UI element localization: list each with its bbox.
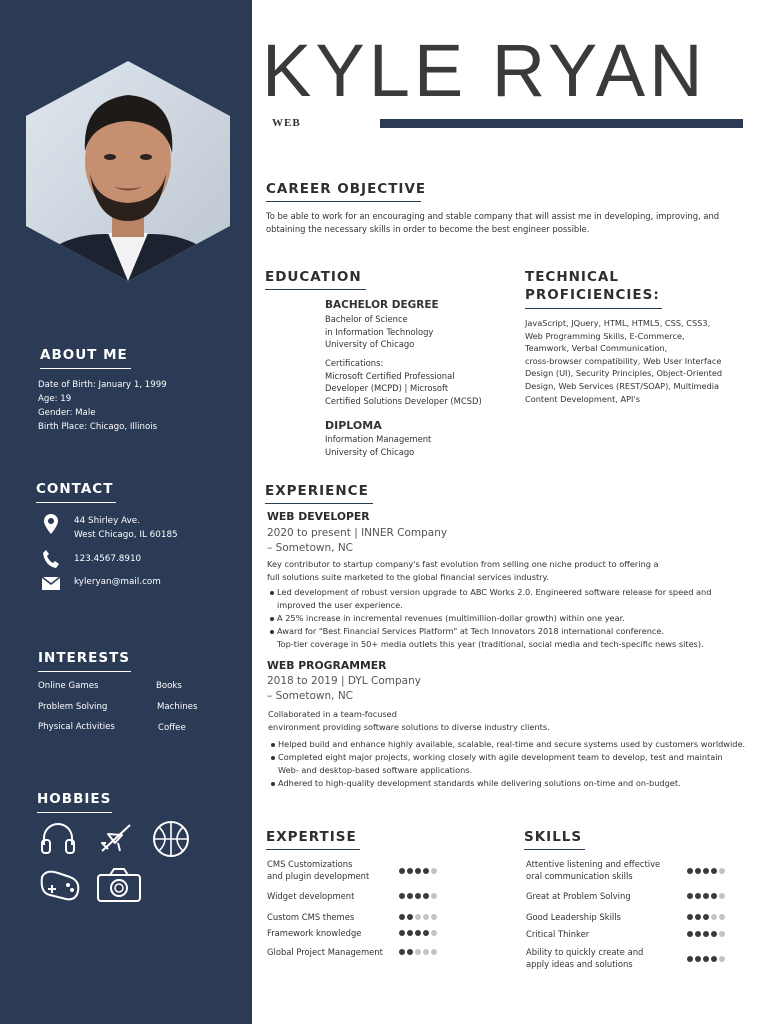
interest-item: Books	[156, 681, 182, 691]
hobbies-heading: HOBBIES	[37, 791, 112, 813]
tech-line: Web Programming Skills, E-Commerce,	[525, 330, 685, 341]
interest-item: Coffee	[158, 723, 186, 733]
expertise-item	[267, 927, 361, 939]
contact-email[interactable]	[40, 573, 161, 593]
profile-photo	[26, 61, 230, 281]
expertise-rating	[399, 914, 437, 920]
rating-dot	[711, 931, 717, 937]
rating-dot	[407, 893, 413, 899]
contact-heading: CONTACT	[36, 481, 116, 503]
skill-item	[526, 911, 621, 923]
job-location: – Sometown, NC	[267, 542, 354, 554]
job-title: WEB DEVELOPER	[267, 510, 370, 523]
degree-line: in Information Technology	[325, 326, 434, 337]
rating-dot	[711, 956, 717, 962]
about-heading: ABOUT ME	[40, 347, 131, 369]
summary-line: full solutions suite marketed to the global financial services industry.	[267, 571, 549, 582]
career-objective-text	[266, 210, 719, 235]
camera-icon	[96, 867, 142, 908]
about-dob: Date of Birth: January 1, 1999	[38, 380, 167, 390]
skill-label: Good Leadership Skills	[526, 912, 621, 922]
bullet-item: Award for "Best Financial Services Platform" at Tech Innovators 2018 international conference.	[270, 625, 711, 638]
rating-dot	[719, 893, 725, 899]
rating-dot	[407, 930, 413, 936]
expertise-label: Framework knowledge	[267, 928, 362, 938]
experience-heading: EXPERIENCE	[265, 483, 373, 504]
rating-dot	[431, 949, 437, 955]
full-name: KYLE RYAN	[262, 29, 707, 112]
career-line: obtaining the necessary skills in order to become the best engineer possible.	[266, 223, 590, 234]
diploma-line: Information Management	[325, 434, 432, 444]
tech-line: Content Development, API's	[525, 393, 640, 404]
expertise-rating	[399, 893, 437, 899]
skill-label: Attentive listening and effective oral communication skills	[526, 859, 661, 882]
expertise-rating	[399, 930, 437, 936]
rating-dot	[711, 914, 717, 920]
expertise-item	[267, 911, 354, 923]
bullet-continuation: Web- and desktop-based software applications.	[278, 765, 473, 775]
rating-dot	[415, 868, 421, 874]
bullet-item: Adhered to high-quality development standards while delivering solutions on-time and on-budget.	[271, 777, 745, 790]
cert-line: Microsoft Certified Professional	[325, 370, 455, 381]
degree-details	[325, 313, 433, 338]
rating-dot	[399, 930, 405, 936]
rating-dot	[711, 893, 717, 899]
job-summary	[267, 558, 659, 583]
about-age: Age: 19	[38, 394, 72, 404]
bullet-item: Helped build and enhance highly available, scalable, real-time and secure systems used by customers worldwide.	[271, 738, 745, 751]
career-line: To be able to work for an encouraging and stable company that will assist me in developing, improving, and	[266, 211, 720, 221]
skill-rating	[687, 914, 725, 920]
airplane-icon	[98, 821, 134, 860]
interest-item: Problem Solving	[38, 702, 108, 712]
technical-heading-line: TECHNICAL	[525, 269, 619, 285]
rating-dot	[407, 914, 413, 920]
tech-line: cross-browser compatibility, Web User Interface	[525, 355, 722, 366]
certifications	[325, 357, 482, 407]
job-summary	[268, 708, 550, 733]
job-title: WEB PROGRAMMER	[267, 659, 387, 672]
rating-dot	[431, 868, 437, 874]
job-period: 2020 to present | INNER Company	[267, 527, 448, 539]
skill-item	[526, 890, 631, 902]
rating-dot	[695, 914, 701, 920]
expertise-label: Global Project Management	[267, 947, 383, 957]
job-location: – Sometown, NC	[267, 690, 354, 702]
expertise-heading: EXPERTISE	[266, 829, 360, 850]
skill-rating	[687, 956, 725, 962]
degree-title: BACHELOR DEGREE	[325, 299, 439, 311]
rating-dot	[703, 956, 709, 962]
skill-label: Critical Thinker	[526, 929, 590, 939]
rating-dot	[415, 893, 421, 899]
interest-item: Machines	[157, 702, 198, 712]
degree-line: Bachelor of Science	[325, 314, 408, 324]
rating-dot	[399, 893, 405, 899]
summary-line: Key contributor to startup company's fast evolution from selling one niche product to offering a	[267, 559, 659, 569]
job-meta	[267, 526, 447, 556]
skill-item	[526, 858, 660, 883]
rating-dot	[703, 914, 709, 920]
career-heading: CAREER OBJECTIVE	[266, 181, 421, 202]
rating-dot	[687, 956, 693, 962]
cert-line: Certifications:	[325, 358, 384, 368]
interest-item: Online Games	[38, 681, 99, 691]
job-bullets	[270, 586, 711, 651]
skill-label: Ability to quickly create and apply ideas and solutions	[526, 947, 644, 970]
cert-line: Developer (MCPD) | Microsoft	[325, 383, 449, 394]
rating-dot	[687, 868, 693, 874]
rating-dot	[407, 949, 413, 955]
skill-item	[526, 946, 643, 971]
expertise-item	[267, 890, 354, 902]
bullet-item: A 25% increase in incremental revenues (multimillion-dollar growth) within one year.	[270, 612, 711, 625]
rating-dot	[399, 868, 405, 874]
tech-line: Design (UI), Security Principles, Object-Oriented	[525, 368, 723, 379]
bullet-continuation: Top-tier coverage in 50+ media outlets this year (traditional, social media and tech-specific news sites).	[277, 639, 704, 649]
rating-dot	[431, 930, 437, 936]
bullet-continuation: improved the user experience.	[277, 600, 403, 610]
rating-dot	[703, 931, 709, 937]
job-role: WEB	[272, 117, 301, 129]
headphones-icon	[40, 821, 76, 860]
rating-dot	[703, 893, 709, 899]
expertise-item	[267, 858, 369, 883]
rating-dot	[423, 930, 429, 936]
rating-dot	[695, 893, 701, 899]
degree-school: University of Chicago	[325, 339, 415, 349]
bullet-item: Led development of robust version upgrade to ABC Works 2.0. Engineered software release for speed and	[270, 586, 711, 599]
address-line2: West Chicago, IL 60185	[74, 530, 178, 540]
job-period: 2018 to 2019 | DYL Company	[267, 675, 421, 687]
rating-dot	[719, 931, 725, 937]
phone-icon	[40, 549, 62, 569]
about-gender: Gender: Male	[38, 408, 96, 418]
skill-item	[526, 928, 589, 940]
rating-dot	[431, 914, 437, 920]
education-heading: EDUCATION	[265, 269, 366, 290]
rating-dot	[415, 949, 421, 955]
basketball-icon	[152, 820, 190, 863]
contact-address	[40, 514, 178, 542]
interests-heading: INTERESTS	[38, 650, 131, 672]
technical-heading-line: PROFICIENCIES:	[525, 287, 660, 303]
rating-dot	[719, 914, 725, 920]
expertise-label: CMS Customizations and plugin development	[267, 859, 370, 882]
rating-dot	[431, 893, 437, 899]
summary-line: Collaborated in a team-focused	[268, 709, 397, 719]
expertise-item	[267, 946, 383, 958]
diploma-details	[325, 433, 431, 458]
expertise-rating	[399, 949, 437, 955]
technical-heading	[525, 268, 662, 309]
rating-dot	[423, 949, 429, 955]
rating-dot	[407, 868, 413, 874]
skill-rating	[687, 931, 725, 937]
rating-dot	[415, 914, 421, 920]
rating-dot	[695, 956, 701, 962]
technical-proficiencies	[525, 317, 722, 405]
about-birthplace: Birth Place: Chicago, Illinois	[38, 422, 158, 432]
gamepad-icon	[38, 865, 84, 910]
rating-dot	[423, 893, 429, 899]
rating-dot	[415, 930, 421, 936]
diploma-line: University of Chicago	[325, 446, 415, 457]
expertise-label: Custom CMS themes	[267, 912, 355, 922]
cert-line: Certified Solutions Developer (MCSD)	[325, 395, 482, 406]
email-address: kyleryan@mail.com	[74, 577, 161, 587]
phone-number: 123.4567.8910	[74, 554, 142, 564]
rating-dot	[687, 931, 693, 937]
profile-photo-hexagon	[26, 61, 230, 281]
contact-phone[interactable]	[40, 549, 141, 569]
bullet-item: Completed eight major projects, working closely with agile development team to develop, test and maintain	[271, 751, 745, 764]
skill-rating	[687, 893, 725, 899]
skills-heading: SKILLS	[524, 829, 585, 850]
job-meta	[267, 674, 421, 704]
location-pin-icon	[40, 514, 62, 534]
expertise-rating	[399, 868, 437, 874]
rating-dot	[423, 914, 429, 920]
rating-dot	[687, 914, 693, 920]
tech-line: Design, Web Services (REST/SOAP), Multimedia	[525, 380, 720, 391]
rating-dot	[719, 868, 725, 874]
rating-dot	[423, 868, 429, 874]
sidebar	[0, 0, 252, 1024]
rating-dot	[399, 914, 405, 920]
skill-label: Great at Problem Solving	[526, 891, 631, 901]
rating-dot	[687, 893, 693, 899]
rating-dot	[719, 956, 725, 962]
rating-dot	[711, 868, 717, 874]
rating-dot	[399, 949, 405, 955]
skill-rating	[687, 868, 725, 874]
expertise-label: Widget development	[267, 891, 355, 901]
mail-icon	[40, 573, 62, 593]
interest-item: Physical Activities	[38, 722, 115, 732]
rating-dot	[703, 868, 709, 874]
rating-dot	[695, 868, 701, 874]
address-line1: 44 Shirley Ave.	[74, 516, 140, 526]
about-details	[38, 378, 167, 434]
tech-line: Teamwork, Verbal Communication,	[525, 343, 668, 354]
title-accent-bar	[380, 119, 743, 128]
diploma-title: DIPLOMA	[325, 419, 382, 432]
summary-line: environment providing software solutions to diverse industry clients.	[268, 721, 550, 732]
job-bullets	[271, 738, 745, 790]
rating-dot	[695, 931, 701, 937]
tech-line: JavaScript, JQuery, HTML, HTML5, CSS, CSS3,	[525, 318, 711, 328]
